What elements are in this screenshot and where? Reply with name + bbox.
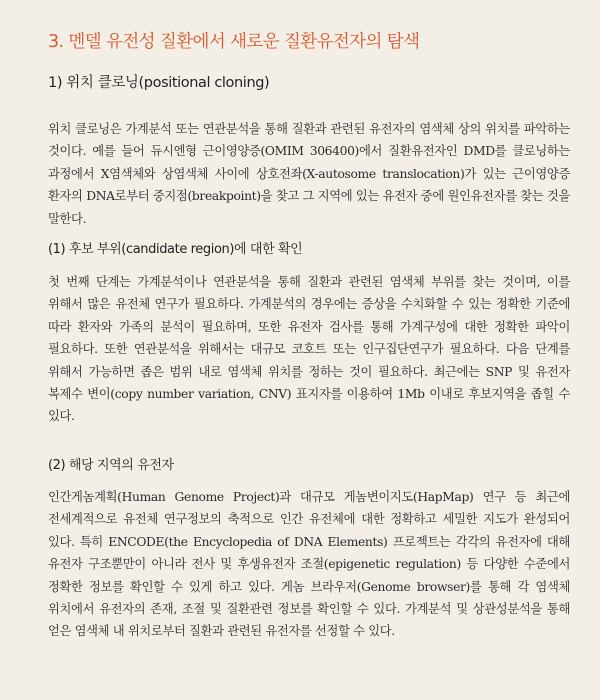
subheading-region-genes: (2) 해당 지역의 유전자 <box>48 458 174 473</box>
subsection-heading-positional-cloning: 1) 위치 클로닝(positional cloning) <box>48 75 270 91</box>
section-title: 3. 멘델 유전성 질환에서 새로운 질환유전자의 탐색 <box>48 32 420 52</box>
paragraph-positional-cloning: 위치 클로닝은 가계분석 또는 연관분석을 통해 질환과 관련된 유전자의 염색체 상의 위치를 파악하는 것이다. 예를 들어 듀시엔형 근이영양증(OMIM 306400)에서 질환유전자인 DMD를 클로닝하는 과정에서 X염색체와 상염색체 사이에 상호전좌(X-autosome translocation)가 있는 근이영양증 환자의 DNA로부터 중지점(breakpoint)을 찾고 그 지역에 있는 유전자 중에 원인유전자를 찾는 것을 말한다. <box>48 122 570 226</box>
paragraph-region-genes: 인간게놈계획(Human Genome Project)과 대규모 게놈변이지도(HapMap) 연구 등 최근에 전세계적으로 유전체 연구정보의 축적으로 인간 유전체에 대한 정확하고 세밀한 지도가 완성되어 있다. 특히 ENCODE(the Encyclopedia of DNA Elements) 프로젝트는 각각의 유전자에 대해 유전자 구조뿐만이 아니라 전사 및 후생유전자 조절(epigenetic regulation) 등 다양한 수준에서 정확한 정보를 확인할 수 있게 하고 있다. 게놈 브라우저(Genome browser)를 통해 각 염색체 위치에서 유전자의 존재, 조절 및 질환관련 정보를 확인할 수 있다. 가계분석 및 상관성분석을 통해 얻은 염색체 내 위치로부터 질환과 관련된 유전자를 선정할 수 있다. <box>48 490 570 639</box>
paragraph-candidate-region: 첫 번째 단계는 가계분석이나 연관분석을 통해 질환과 관련된 염색체 부위를 찾는 것이며, 이를 위해서 많은 유전체 연구가 필요하다. 가계분석의 경우에는 증상을 수치화할 수 있는 정확한 기준에 따라 환자와 가족의 분석이 필요하며, 또한 유전자 검사를 통해 가계구성에 대한 정확한 파악이 필요하다. 또한 연관분석을 위해서는 대규모 코호트 또는 인구집단연구가 필요하다. 다음 단계를 위해서 가능하면 좁은 범위 내로 염색체 위치를 정하는 것이 필요하다. 최근에는 SNP 및 유전자 복제수 변이(copy number variation, CNV) 표지자를 이용하여 1Mb 이내로 후보지역을 좁힐 수 있다. <box>48 275 570 424</box>
subheading-candidate-region: (1) 후보 부위(candidate region)에 대한 확인 <box>48 242 303 257</box>
